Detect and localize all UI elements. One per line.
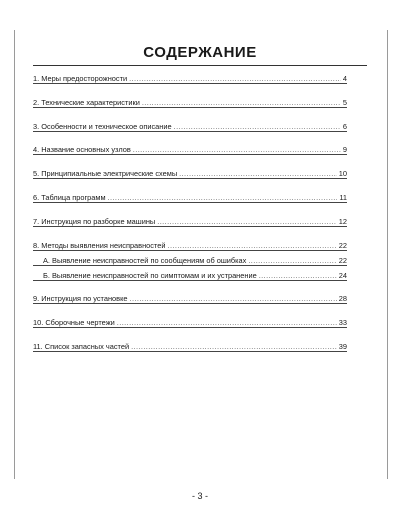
toc-entry-page: 28 — [338, 294, 347, 304]
toc-entry[interactable] — [33, 190, 347, 203]
toc-entry-page: 9 — [342, 145, 347, 155]
toc-entry-label: 3. Особенности и техническое описание — [33, 121, 172, 131]
toc-entry-label: Б. Выявление неисправностей по симптомам и их устранение — [43, 270, 257, 280]
toc-entry[interactable] — [33, 315, 347, 328]
dot-leader — [130, 294, 337, 303]
dot-leader — [174, 122, 341, 131]
dot-leader — [117, 318, 337, 327]
title-rule — [33, 65, 367, 66]
toc-entry-label: 10. Сборочные чертежи — [33, 318, 115, 328]
dot-leader — [157, 217, 337, 226]
toc-subentry[interactable] — [33, 268, 347, 281]
toc-entry-label: 1. Меры предосторожности — [33, 74, 128, 83]
toc-entry-label: 6. Таблица программ — [33, 192, 106, 202]
toc-entry-page: 24 — [338, 270, 347, 280]
dot-leader — [168, 241, 337, 250]
toc-entry-page: 10 — [338, 169, 347, 179]
toc-entry[interactable] — [33, 95, 347, 108]
toc-entry-page: 4 — [342, 74, 347, 83]
toc-entry-label: 4. Название основных узлов — [33, 145, 131, 155]
toc-entry-page: 33 — [338, 318, 347, 328]
page-title: СОДЕРЖАНИЕ — [143, 44, 257, 61]
toc-entry-label: 9. Инструкция по установке — [33, 294, 128, 304]
toc-entry[interactable] — [33, 166, 347, 179]
toc-entry[interactable] — [33, 71, 347, 84]
toc-entry[interactable] — [33, 214, 347, 227]
toc-entry-label: 8. Методы выявления неисправностей — [33, 240, 166, 250]
toc-entry-page: 39 — [338, 341, 347, 351]
toc-entry[interactable] — [33, 142, 347, 155]
dot-leader — [133, 145, 341, 154]
toc-entry-page: 12 — [338, 216, 347, 226]
dot-leader — [259, 271, 337, 280]
toc-subentry[interactable] — [33, 253, 347, 266]
toc-entry[interactable] — [33, 291, 347, 304]
toc-entry-page: 22 — [338, 240, 347, 250]
toc-entry-page: 6 — [342, 121, 347, 131]
toc-entry-page: 5 — [342, 97, 347, 107]
dot-leader — [129, 74, 341, 83]
table-of-contents — [33, 71, 347, 352]
toc-entry-label: 2. Технические характеристики — [33, 97, 140, 107]
dot-leader — [179, 169, 337, 178]
dot-leader — [131, 342, 337, 351]
toc-entry-label: 11. Список запасных частей — [33, 341, 130, 351]
toc-entry[interactable] — [33, 238, 347, 251]
dot-leader — [142, 98, 341, 107]
toc-entry-label: 7. Инструкция по разборке машины — [33, 216, 156, 226]
toc-entry-page: 22 — [338, 255, 347, 265]
toc-entry-label: А. Выявление неисправностей по сообщениям об ошибках — [43, 255, 247, 265]
toc-entry-page: 11 — [339, 192, 347, 202]
dot-leader — [108, 193, 338, 202]
toc-entry[interactable] — [33, 339, 347, 352]
toc-entry-label: 5. Принципиальные электрические схемы — [33, 169, 178, 179]
toc-entry[interactable] — [33, 119, 347, 132]
page-number: - 3 - — [191, 491, 208, 501]
dot-leader — [248, 256, 336, 265]
